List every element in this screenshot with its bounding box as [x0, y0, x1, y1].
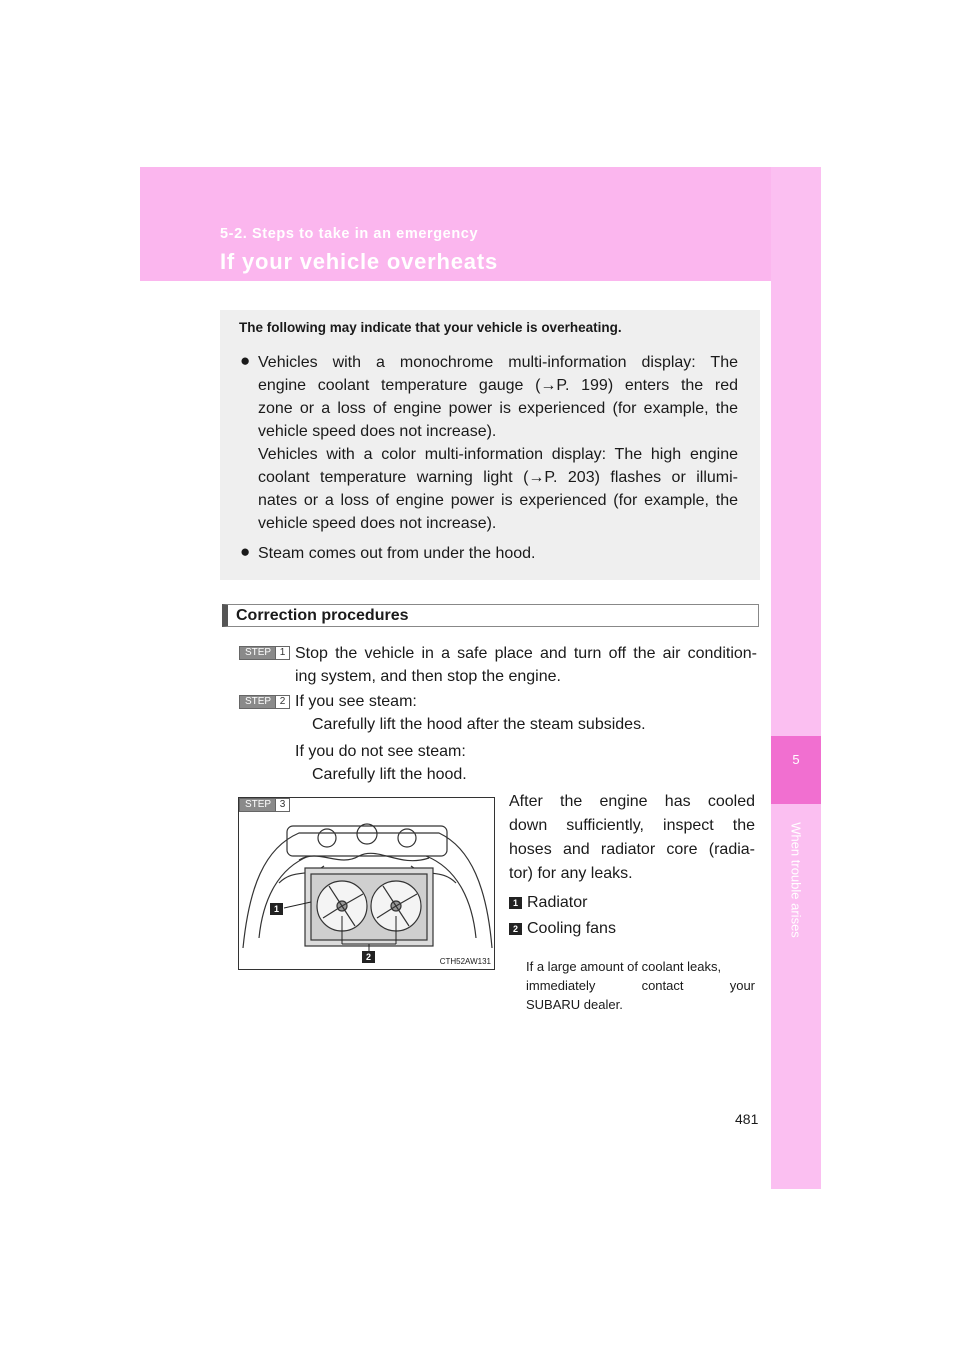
bullet-symptom-steam: Steam comes out from under the hood. [258, 545, 536, 562]
bullet-icon: ● [240, 351, 251, 370]
section-label: 5-2. Steps to take in an emergency [220, 226, 479, 242]
engine-bay-illustration [238, 797, 495, 970]
item-radiator: Radiator [527, 894, 588, 911]
step-3-line: down sufficiently, inspect the [509, 817, 755, 834]
bullet1-line: vehicle speed does not increase). [258, 423, 497, 440]
step-3-line: tor) for any leaks. [509, 865, 633, 882]
step-2-if-steam: If you see steam: [295, 693, 417, 710]
item-cooling-fans: Cooling fans [527, 920, 616, 937]
step-1-badge [239, 646, 290, 660]
bullet1-line: coolant temperature warning light (→P. 203) flashes or illumi- [258, 469, 738, 486]
step-1-line: ing system, and then stop the engine. [295, 668, 561, 685]
page-number: 481 [735, 1111, 759, 1127]
figure-code: CTH52AW131 [439, 957, 491, 966]
chapter-side-tab [771, 167, 821, 1189]
bullet1-line: nates or a loss of engine power is experienced (for example, the [258, 492, 738, 509]
step-2-steam-action: Carefully lift the hood after the steam subsides. [312, 716, 646, 733]
step-2-if-no-steam: If you do not see steam: [295, 743, 466, 760]
bullet1-line: vehicle speed does not increase). [258, 515, 497, 532]
step-3-line: After the engine has cooled [509, 793, 755, 810]
note-line: If a large amount of coolant leaks, [526, 959, 722, 974]
bullet1-line: Vehicles with a color multi-information display: The high engine [258, 446, 738, 463]
bullet1-line: Vehicles with a monochrome multi-information display: The [258, 354, 738, 371]
note-line: SUBARU dealer. [526, 997, 623, 1012]
chapter-number: 5 [792, 752, 800, 767]
step-label: STEP [244, 696, 272, 707]
note-line: immediately contact your [526, 978, 755, 993]
step-1-text [295, 642, 757, 688]
bullet1-line: zone or a loss of engine power is experienced (for example, the [258, 400, 738, 417]
coolant-note [526, 957, 755, 1014]
page-title: If your vehicle overheats [220, 249, 498, 274]
info-lead: The following may indicate that your vehicle is overheating. [239, 320, 622, 335]
callout-1: 1 [270, 903, 283, 915]
bullet1-line: engine coolant temperature gauge (→P. 199) enters the red [258, 377, 738, 394]
item-2-badge: 2 [509, 923, 522, 935]
step-number: 2 [275, 696, 289, 708]
engine-bay-drawing [239, 798, 495, 970]
chapter-tab-active[interactable] [771, 736, 821, 804]
callout-2: 2 [362, 951, 375, 963]
step-3-text [509, 790, 755, 886]
step-3-line: hoses and radiator core (radia- [509, 841, 755, 858]
bullet-icon: ● [240, 542, 251, 561]
step-1-line: Stop the vehicle in a safe place and turn off the air condition- [295, 645, 757, 662]
step-3-badge [239, 798, 290, 812]
step-number: 1 [275, 647, 289, 659]
step-number: 3 [275, 799, 289, 811]
bullet-symptom-display [258, 351, 738, 535]
step-label: STEP [244, 647, 272, 658]
item-1-badge: 1 [509, 897, 522, 909]
step-2-no-steam-action: Carefully lift the hood. [312, 766, 467, 783]
correction-title: Correction procedures [236, 607, 409, 624]
step-label: STEP [244, 799, 272, 810]
step-2-badge [239, 695, 290, 709]
